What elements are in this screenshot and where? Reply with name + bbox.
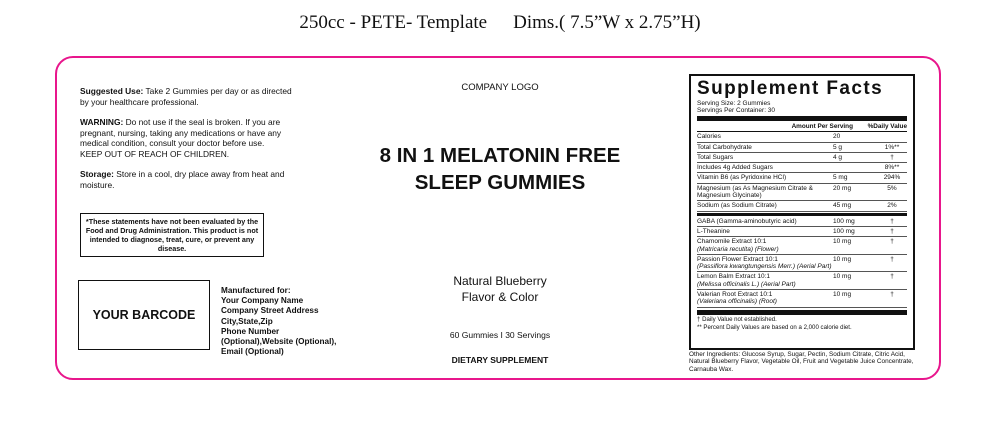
ingredient-name: Passion Flower Extract 10:1 (Passiflora kwangtungensis Merr.) (Aerial Part) [697,255,832,271]
ingredient-dv: † [890,238,894,246]
ingredient-amount: 5 mg [833,174,848,182]
ingredient-dv: † [890,153,894,161]
facts-row [697,132,907,142]
left-panel [80,86,300,200]
ingredient-name: Lemon Balm Extract 10:1 (Melissa officinalis L.) (Aerial Part) [697,273,796,288]
barcode-placeholder: YOUR BARCODE [78,280,210,350]
ingredient-name: Sodium (as Sodium Citrate) [697,202,777,210]
ingredient-name: GABA (Gamma-aminobutyric acid) [697,217,797,225]
product-name-line2: SLEEP GUMMIES [414,171,586,194]
mfr-line: Company Street Address [221,306,319,316]
ingredient-amount: 10 mg [833,273,852,281]
company-logo: COMPANY LOGO [461,82,539,93]
ingredient-dv: † [890,291,894,299]
flavor: Natural Blueberry Flavor & Color [453,274,547,304]
facts-title: Supplement Facts [697,78,884,99]
template-title [0,12,1000,34]
ingredient-dv: 294% [883,174,901,182]
ingredient-name: Magnesium (as As Magnesium Citrate & Magnesium Glycinate) [697,184,813,200]
suggested-use: Suggested Use: Take 2 Gummies per day or as directed by your healthcare professional. [80,86,292,107]
ingredient-amount: 10 mg [833,291,852,299]
ingredient-name: Total Carbohydrate [697,143,752,151]
facts-row [697,272,907,290]
supplement-facts-panel [689,74,915,350]
ingredient-amount: 10 mg [833,255,852,263]
ingredient-dv: † [890,273,894,281]
ingredient-amount: 45 mg [833,202,852,210]
mfr-line: City,State,Zip [221,316,273,326]
other-ingredients: Other Ingredients: Glucose Syrup, Sugar, Pectin, Sodium Citrate, Citric Acid, Natural Blueberry Flavor, Vegetable Oil, Fruit and Vegetable Juice Concentrate, Carnauba Wax. [689,351,914,373]
facts-rows-botanicals [697,217,907,308]
facts-row [697,227,907,237]
ingredient-dv: † [890,217,894,225]
divider [697,213,907,216]
footnote-percent: ** Percent Daily Values are based on a 2,000 calorie diet. [697,323,852,331]
footnote-dv: † Daily Value not established. [697,315,777,323]
facts-rows-nutrients [697,132,907,211]
mfr-line: Manufactured for: [221,286,291,295]
facts-row [697,201,907,211]
ingredient-amount: 100 mg [833,227,855,235]
storage: Storage: Store in a cool, dry place away from heat and moisture. [80,169,285,190]
manufacturer-info [221,286,366,357]
ingredient-name: Vitamin B6 (as Pyridoxine HCl) [697,174,787,182]
ingredient-amount: 20 mg [833,184,852,192]
mfr-line: (Optional),Website (Optional), [221,337,337,347]
facts-row [697,184,907,202]
facts-header: Amount Per Serving %Daily Value [697,122,907,132]
facts-row [697,217,907,227]
template-dims: Dims.( 7.5”W x 2.75”H) [513,12,701,33]
facts-row [697,143,907,153]
ingredient-amount: 5 g [833,143,843,151]
ingredient-name: Includes 4g Added Sugars [697,164,773,172]
serving-size: Serving Size: 2 Gummies [697,100,771,107]
ingredient-amount: 10 mg [833,238,852,246]
product-name-line1: 8 IN 1 MELATONIN FREE [379,144,621,167]
dietary-supplement: DIETARY SUPPLEMENT [451,355,549,365]
product-name [320,142,680,196]
divider [697,116,907,121]
facts-row [697,290,907,308]
facts-row [697,163,907,173]
facts-row [697,173,907,183]
servings-per-container: Servings Per Container: 30 [697,107,776,114]
ingredient-name: L-Theanine [697,227,730,235]
template-name: 250cc - PETE- Template [299,12,488,33]
ingredient-dv: 5% [887,184,897,192]
facts-row [697,237,907,255]
mfr-line: Phone Number [221,326,280,336]
ingredient-name: Calories [697,133,721,141]
fda-disclaimer: *These statements have not been evaluated by the Food and Drug Administration. This product is not intended to diagnose, treat, cure, or prevent any disease. [80,213,264,257]
gummy-count: 60 Gummies I 30 Servings [449,330,551,340]
facts-row [697,153,907,163]
ingredient-amount: 4 g [833,153,843,161]
divider [697,310,907,315]
ingredient-name: Valerian Root Extract 10:1 (Valeriana officinalis) (Root) [697,291,777,306]
ingredient-dv: 2% [887,202,897,210]
ingredient-dv: † [890,227,894,235]
facts-row [697,255,907,273]
ingredient-dv: 1%** [884,143,900,151]
ingredient-name: Chamomile Extract 10:1 (Matricaria recutita) (Flower) [697,238,779,253]
ingredient-amount: 100 mg [833,217,855,225]
ingredient-dv: 8%** [884,164,900,172]
ingredient-name: Total Sugars [697,153,734,161]
ingredient-dv: † [890,255,894,263]
mfr-line: Your Company Name [221,296,304,306]
mfr-line: Email (Optional) [221,347,284,357]
warning: WARNING: Do not use if the seal is broken. If you are pregnant, nursing, taking any medications or have any medical condition, consult your doctor before use. KEEP OUT OF REACH OF CHILDREN. [80,117,282,159]
ingredient-amount: 20 [833,133,841,141]
